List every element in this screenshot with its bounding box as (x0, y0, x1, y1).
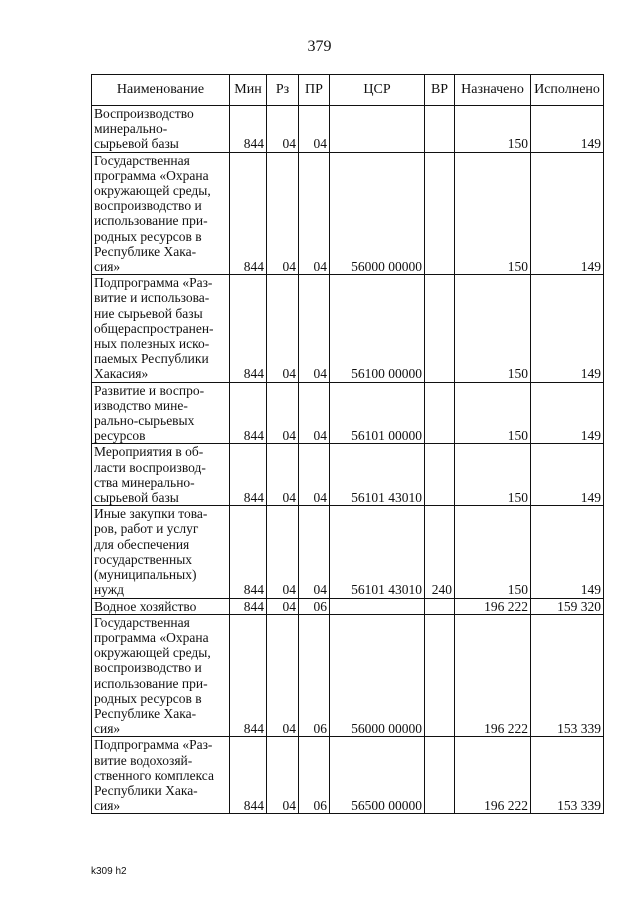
name-line: использование при- (94, 675, 208, 691)
name-line: Государственная (94, 152, 190, 168)
name-line: государственных (94, 551, 193, 567)
name-line: сия» (94, 721, 121, 737)
name-line: Подпрограмма «Раз- (94, 737, 213, 753)
cell-executed: 153 339 (531, 614, 604, 737)
cell-executed: 149 (531, 444, 604, 506)
name-line: Иные закупки това- (94, 506, 208, 522)
table-row (92, 737, 604, 814)
header-rz: Рз (267, 75, 299, 106)
name-line: для обеспечения (94, 536, 190, 552)
cell-vr (425, 598, 455, 614)
cell-min: 844 (230, 506, 267, 598)
cell-min: 844 (230, 382, 267, 444)
cell-name (92, 152, 230, 275)
name-line: Подпрограмма «Раз- (94, 275, 213, 291)
cell-vr (425, 106, 455, 153)
table-row (92, 152, 604, 275)
cell-vr (425, 275, 455, 382)
cell-executed: 149 (531, 382, 604, 444)
name-line: Республике Хака- (94, 243, 197, 259)
cell-min: 844 (230, 152, 267, 275)
cell-name (92, 444, 230, 506)
cell-name (92, 382, 230, 444)
table-row (92, 614, 604, 737)
header-executed: Исполнено (531, 75, 604, 106)
cell-pr: 06 (299, 598, 330, 614)
name-line: использование при- (94, 213, 208, 229)
table-row (92, 106, 604, 153)
name-line: ных полезных иско- (94, 336, 210, 352)
header-csr: ЦСР (330, 75, 425, 106)
name-line: Государственная (94, 614, 190, 630)
name-line: сырьевой базы (94, 490, 179, 506)
cell-name (92, 106, 230, 153)
name-line: программа «Охрана (94, 629, 209, 645)
table-row (92, 275, 604, 382)
name-line: витие и использова- (94, 290, 210, 306)
name-line: сырьевой базы (94, 136, 179, 152)
cell-name (92, 614, 230, 737)
name-line: Мероприятия в об- (94, 444, 204, 460)
name-line: ственного комплекса (94, 767, 214, 783)
cell-assigned: 196 222 (455, 598, 531, 614)
header-min: Мин (230, 75, 267, 106)
cell-pr: 04 (299, 382, 330, 444)
cell-assigned: 196 222 (455, 614, 531, 737)
cell-csr (330, 598, 425, 614)
cell-rz: 04 (267, 614, 299, 737)
header-assigned: Назначено (455, 75, 531, 106)
cell-rz: 04 (267, 598, 299, 614)
name-line: программа «Охрана (94, 167, 209, 183)
cell-min: 844 (230, 444, 267, 506)
cell-min: 844 (230, 275, 267, 382)
name-line: Воспроизводство (94, 106, 194, 121)
cell-rz: 04 (267, 275, 299, 382)
name-line: окружающей среды, (94, 645, 211, 661)
cell-vr (425, 152, 455, 275)
name-line: сия» (94, 259, 121, 275)
cell-assigned: 150 (455, 506, 531, 598)
budget-table (91, 74, 604, 814)
name-line: витие водохозяй- (94, 752, 193, 768)
cell-name (92, 275, 230, 382)
name-line: ласти воспроизвод- (94, 459, 206, 475)
cell-executed: 149 (531, 152, 604, 275)
name-line: родных ресурсов в (94, 228, 202, 244)
cell-pr: 04 (299, 506, 330, 598)
cell-pr: 04 (299, 106, 330, 153)
cell-min: 844 (230, 106, 267, 153)
name-line: окружающей среды, (94, 183, 211, 199)
name-line: ресурсов (94, 428, 146, 444)
name-line: родных ресурсов в (94, 690, 202, 706)
cell-rz: 04 (267, 106, 299, 153)
cell-assigned: 196 222 (455, 737, 531, 814)
cell-assigned: 150 (455, 444, 531, 506)
name-line: Водное хозяйство (94, 598, 197, 614)
name-line: изводство мине- (94, 397, 188, 413)
table-row (92, 506, 604, 598)
table-body (92, 106, 604, 814)
cell-name (92, 737, 230, 814)
cell-csr: 56100 00000 (330, 275, 425, 382)
cell-csr: 56000 00000 (330, 152, 425, 275)
name-line: (муниципальных) (94, 567, 197, 583)
name-line: воспроизводство и (94, 660, 202, 676)
cell-assigned: 150 (455, 106, 531, 153)
name-line: нужд (94, 582, 124, 598)
cell-csr: 56101 43010 (330, 506, 425, 598)
name-line: общераспространен- (94, 320, 214, 336)
name-line: минерально- (94, 121, 168, 137)
cell-assigned: 150 (455, 382, 531, 444)
header-vr: ВР (425, 75, 455, 106)
cell-name (92, 598, 230, 614)
name-line: рально-сырьевых (94, 413, 195, 429)
cell-executed: 149 (531, 275, 604, 382)
cell-csr: 56101 00000 (330, 382, 425, 444)
cell-rz: 04 (267, 444, 299, 506)
table-row (92, 382, 604, 444)
cell-vr (425, 444, 455, 506)
cell-rz: 04 (267, 382, 299, 444)
cell-pr: 06 (299, 614, 330, 737)
cell-pr: 06 (299, 737, 330, 814)
name-line: Республики Хака- (94, 782, 198, 798)
name-line: ства минерально- (94, 474, 195, 490)
name-line: паемых Республики (94, 351, 209, 367)
cell-executed: 153 339 (531, 737, 604, 814)
cell-pr: 04 (299, 152, 330, 275)
name-line: Хакасия» (94, 366, 149, 382)
page-number: 379 (307, 38, 332, 55)
cell-executed: 149 (531, 506, 604, 598)
cell-assigned: 150 (455, 152, 531, 275)
cell-vr (425, 737, 455, 814)
footer-code: k309 h2 (91, 866, 127, 877)
cell-csr: 56000 00000 (330, 614, 425, 737)
cell-vr: 240 (425, 506, 455, 598)
cell-vr (425, 614, 455, 737)
cell-pr: 04 (299, 275, 330, 382)
name-line: сия» (94, 798, 121, 814)
cell-assigned: 150 (455, 275, 531, 382)
name-line: Развитие и воспро- (94, 382, 205, 398)
cell-rz: 04 (267, 152, 299, 275)
cell-min: 844 (230, 598, 267, 614)
table-header-row (92, 75, 604, 106)
cell-rz: 04 (267, 506, 299, 598)
header-name: Наименование (92, 75, 230, 106)
cell-executed: 159 320 (531, 598, 604, 614)
table-row (92, 444, 604, 506)
name-line: Республике Хака- (94, 705, 197, 721)
cell-min: 844 (230, 737, 267, 814)
cell-vr (425, 382, 455, 444)
cell-csr (330, 106, 425, 153)
table-row (92, 598, 604, 614)
cell-pr: 04 (299, 444, 330, 506)
cell-name (92, 506, 230, 598)
cell-min: 844 (230, 614, 267, 737)
cell-csr: 56101 43010 (330, 444, 425, 506)
cell-executed: 149 (531, 106, 604, 153)
header-pr: ПР (299, 75, 330, 106)
name-line: ров, работ и услуг (94, 521, 199, 537)
name-line: воспроизводство и (94, 198, 202, 214)
cell-rz: 04 (267, 737, 299, 814)
cell-csr: 56500 00000 (330, 737, 425, 814)
name-line: ние сырьевой базы (94, 305, 203, 321)
